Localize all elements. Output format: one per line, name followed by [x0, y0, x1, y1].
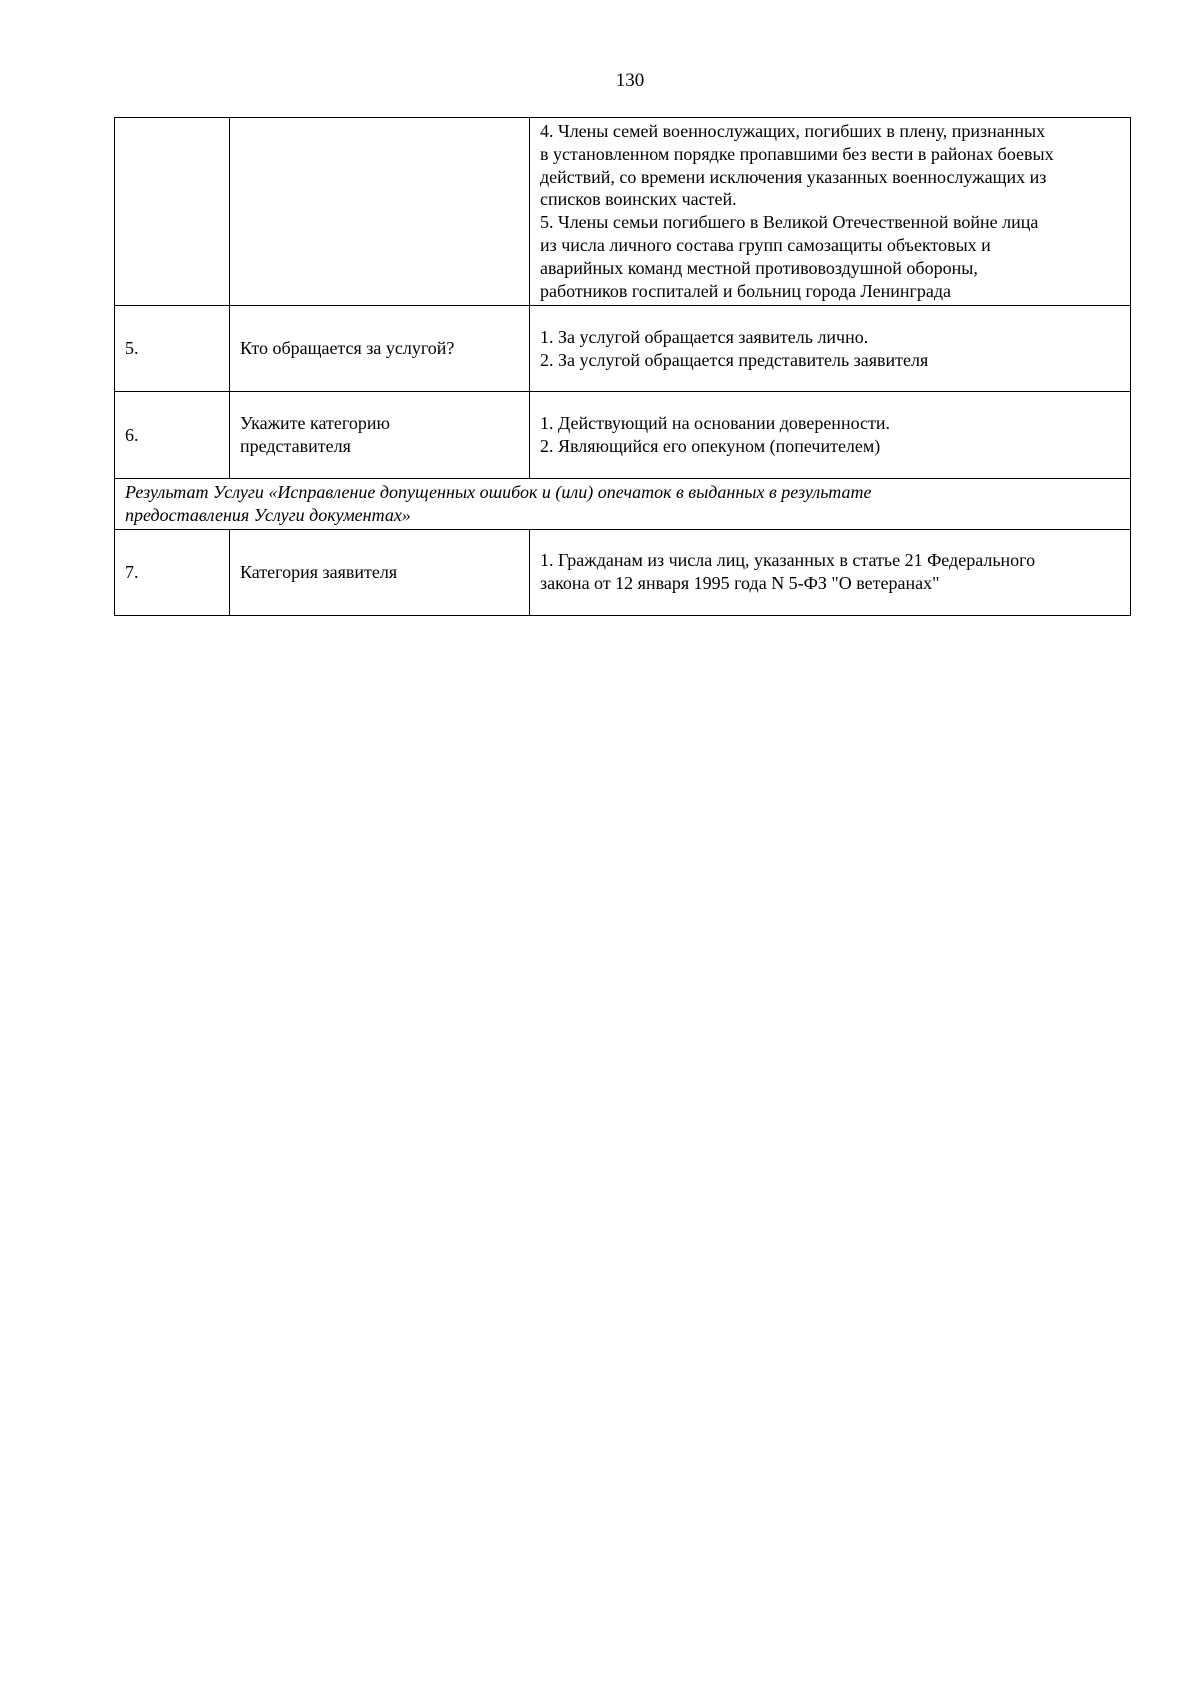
- answer-line: аварийных команд местной противовоздушной обороны,: [540, 257, 978, 278]
- row-number-cell: [115, 118, 230, 306]
- question-line: представителя: [240, 436, 351, 456]
- answer-line: 5. Члены семьи погибшего в Великой Отечественной войне лица: [540, 212, 1039, 233]
- answer-line: 2. За услугой обращается представитель заявителя: [540, 349, 929, 370]
- section-header-line: предоставления Услуги документах»: [125, 504, 411, 525]
- row-number: 5.: [115, 306, 230, 392]
- table-row-7: [115, 529, 1131, 615]
- services-table: [114, 117, 1131, 616]
- answer-line: работников госпиталей и больниц города Ленинграда: [540, 280, 952, 301]
- answer-line: из числа личного состава групп самозащиты объектовых и: [540, 234, 991, 255]
- answer-line: закона от 12 января 1995 года N 5-ФЗ "О ветеранах": [540, 573, 940, 594]
- answer-cell: [530, 118, 1131, 306]
- answer-line: 1. За услугой обращается заявитель лично.: [540, 326, 869, 347]
- question-line: Кто обращается за услугой?: [240, 338, 455, 359]
- answer-line: 1. Гражданам из числа лиц, указанных в статье 21 Федерального: [540, 550, 1036, 571]
- answer-cell: [530, 392, 1131, 479]
- question-cell: [230, 529, 530, 615]
- section-header-row: [115, 479, 1131, 530]
- table-row-continuation: [115, 118, 1131, 306]
- answer-line: 2. Являющийся его опекуном (попечителем): [540, 436, 881, 456]
- answer-line: списков воинских частей.: [540, 189, 737, 210]
- question-line: Категория заявителя: [240, 561, 398, 582]
- table-row-5: [115, 306, 1131, 392]
- question-cell: [230, 306, 530, 392]
- page-number: 130: [615, 70, 645, 91]
- answer-cell: [530, 306, 1131, 392]
- section-header: [115, 479, 1131, 530]
- row-number: 6.: [115, 392, 230, 479]
- answer-line: в установленном порядке пропавшими без вести в районах боевых: [540, 143, 1054, 164]
- answer-line: 4. Члены семей военнослужащих, погибших в плену, признанных: [540, 121, 1046, 141]
- row-number: 7.: [115, 529, 230, 615]
- answer-line: 1. Действующий на основании доверенности.: [540, 413, 891, 434]
- question-cell: [230, 392, 530, 479]
- answer-cell: [530, 529, 1131, 615]
- answer-line: действий, со времени исключения указанных военнослужащих из: [540, 166, 1047, 187]
- question-line: Укажите категорию: [240, 413, 390, 434]
- table-row-6: [115, 392, 1131, 479]
- question-cell: [230, 118, 530, 306]
- section-header-line: Результат Услуги «Исправление допущенных ошибок и (или) опечаток в выданных в результате: [125, 482, 872, 502]
